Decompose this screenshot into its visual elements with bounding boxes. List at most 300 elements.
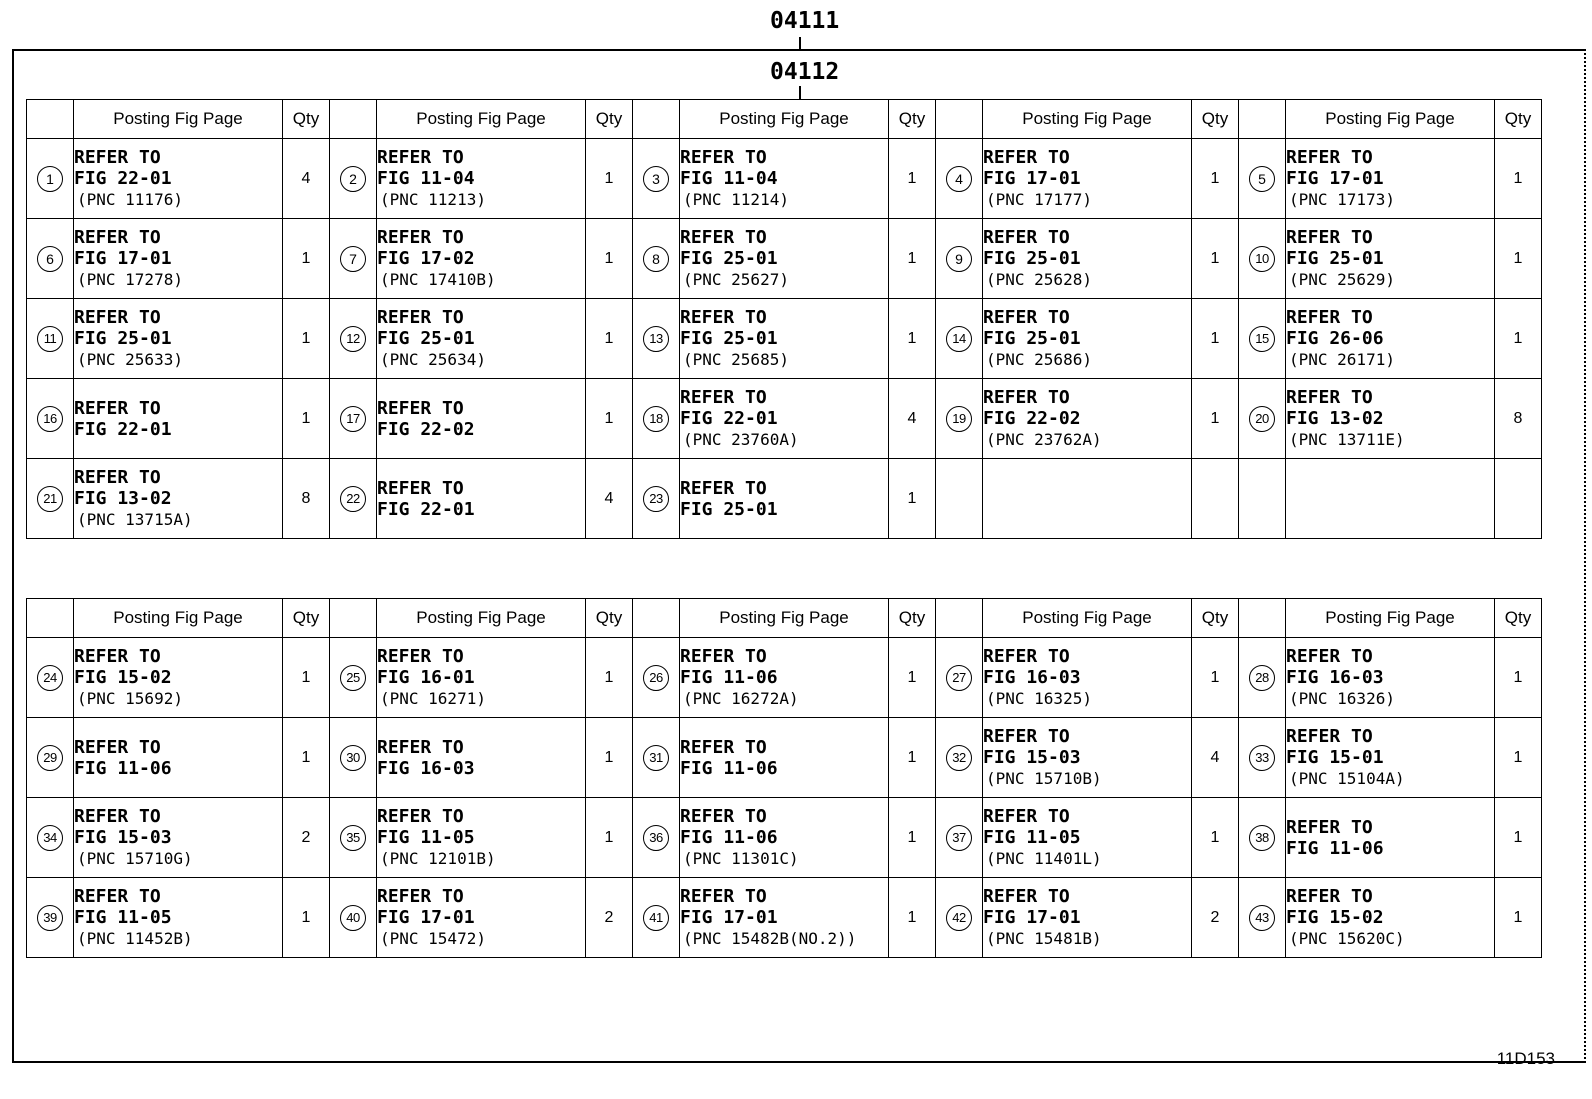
item-number-cell — [330, 718, 377, 798]
header-number — [330, 100, 377, 139]
item-number: 17 — [340, 406, 366, 432]
quantity-cell: 1 — [1495, 718, 1542, 798]
quantity-cell: 1 — [586, 299, 633, 379]
item-number-cell — [27, 299, 74, 379]
posting-cell — [1286, 878, 1495, 958]
item-number-cell — [1239, 798, 1286, 878]
pnc-reference: (PNC 15620C) — [1289, 929, 1405, 948]
posting-cell — [680, 139, 889, 219]
item-number-cell — [936, 459, 983, 539]
fig-reference: FIG 15-02 — [1286, 907, 1384, 928]
fig-reference: FIG 11-05 — [377, 827, 475, 848]
drawing-code: 11D153 — [1496, 1049, 1555, 1068]
pnc-reference: (PNC 13715A) — [77, 510, 193, 529]
item-number-cell — [27, 379, 74, 459]
item-number-cell — [27, 219, 74, 299]
child-part-label: 04112 — [770, 59, 840, 85]
item-number: 19 — [946, 406, 972, 432]
refer-to-text: REFER TO — [74, 806, 161, 827]
posting-cell — [377, 459, 586, 539]
item-number-cell — [330, 798, 377, 878]
quantity-cell: 2 — [586, 878, 633, 958]
quantity-cell: 1 — [586, 638, 633, 718]
item-number: 13 — [643, 326, 669, 352]
header-qty: Qty — [889, 599, 936, 638]
pnc-reference: (PNC 15104A) — [1289, 769, 1405, 788]
quantity-cell: 1 — [586, 718, 633, 798]
quantity-cell: 4 — [1192, 718, 1239, 798]
fig-reference: FIG 17-01 — [983, 168, 1081, 189]
refer-to-text: REFER TO — [680, 646, 767, 667]
pnc-reference: (PNC 16272A) — [683, 689, 799, 708]
fig-reference: FIG 15-03 — [74, 827, 172, 848]
item-number: 26 — [643, 665, 669, 691]
pnc-reference: (PNC 15472) — [380, 929, 486, 948]
pnc-reference: (PNC 11213) — [380, 190, 486, 209]
item-number: 24 — [37, 665, 63, 691]
refer-to-text: REFER TO — [680, 886, 767, 907]
posting-cell — [1286, 459, 1495, 539]
pnc-reference: (PNC 17173) — [1289, 190, 1395, 209]
quantity-cell: 1 — [586, 379, 633, 459]
fig-reference: FIG 22-01 — [680, 408, 778, 429]
table-row — [27, 718, 1542, 798]
refer-to-text: REFER TO — [377, 886, 464, 907]
quantity-cell: 1 — [889, 139, 936, 219]
quantity-cell: 1 — [889, 798, 936, 878]
refer-to-text: REFER TO — [680, 307, 767, 328]
header-number — [936, 100, 983, 139]
posting-cell — [983, 299, 1192, 379]
item-number-cell — [330, 638, 377, 718]
refer-to-text: REFER TO — [1286, 147, 1373, 168]
posting-cell — [680, 798, 889, 878]
pnc-reference: (PNC 11301C) — [683, 849, 799, 868]
posting-cell — [377, 299, 586, 379]
item-number-cell — [1239, 718, 1286, 798]
item-number-cell — [1239, 299, 1286, 379]
item-number: 37 — [946, 825, 972, 851]
pnc-reference: (PNC 23762A) — [986, 430, 1102, 449]
pnc-reference: (PNC 25686) — [986, 350, 1092, 369]
item-number-cell — [936, 878, 983, 958]
header-qty: Qty — [586, 100, 633, 139]
header-posting: Posting Fig Page — [680, 599, 889, 638]
quantity-cell: 1 — [586, 219, 633, 299]
refer-to-text: REFER TO — [680, 477, 767, 499]
refer-to-text: REFER TO — [74, 736, 161, 758]
posting-cell — [377, 638, 586, 718]
item-number-cell — [330, 219, 377, 299]
item-number: 4 — [946, 166, 972, 192]
header-number — [936, 599, 983, 638]
pnc-reference: (PNC 25634) — [380, 350, 486, 369]
item-number-cell — [27, 718, 74, 798]
item-number-cell — [27, 139, 74, 219]
posting-cell — [1286, 139, 1495, 219]
posting-cell — [1286, 798, 1495, 878]
item-number-cell — [1239, 459, 1286, 539]
header-posting: Posting Fig Page — [377, 100, 586, 139]
quantity-cell: 2 — [1192, 878, 1239, 958]
quantity-cell: 1 — [586, 139, 633, 219]
header-qty: Qty — [586, 599, 633, 638]
posting-cell — [680, 718, 889, 798]
pnc-reference: (PNC 12101B) — [380, 849, 496, 868]
quantity-cell: 1 — [283, 219, 330, 299]
posting-cell — [1286, 718, 1495, 798]
fig-reference: FIG 11-04 — [680, 168, 778, 189]
header-qty: Qty — [1495, 100, 1542, 139]
pnc-reference: (PNC 16325) — [986, 689, 1092, 708]
posting-cell — [74, 718, 283, 798]
refer-to-text: REFER TO — [377, 736, 464, 758]
pnc-reference: (PNC 15482B(NO.2)) — [683, 929, 857, 948]
posting-cell — [377, 878, 586, 958]
pnc-reference: (PNC 17177) — [986, 190, 1092, 209]
pnc-reference: (PNC 23760A) — [683, 430, 799, 449]
quantity-cell: 4 — [283, 139, 330, 219]
fig-reference: FIG 25-01 — [680, 248, 778, 269]
item-number-cell — [633, 718, 680, 798]
item-number-cell — [936, 638, 983, 718]
item-number-cell — [1239, 638, 1286, 718]
item-number: 31 — [643, 745, 669, 771]
posting-cell — [377, 139, 586, 219]
item-number: 11 — [37, 326, 63, 352]
header-row — [27, 100, 1542, 139]
header-qty: Qty — [1192, 100, 1239, 139]
pnc-reference: (PNC 25627) — [683, 270, 789, 289]
pnc-reference: (PNC 17278) — [77, 270, 183, 289]
pnc-reference: (PNC 13711E) — [1289, 430, 1405, 449]
quantity-cell: 1 — [283, 878, 330, 958]
item-number: 1 — [37, 166, 63, 192]
header-number — [330, 599, 377, 638]
posting-cell — [680, 299, 889, 379]
fig-reference: FIG 15-02 — [74, 667, 172, 688]
item-number-cell — [633, 459, 680, 539]
fig-reference: FIG 11-06 — [74, 757, 172, 779]
header-qty: Qty — [283, 599, 330, 638]
posting-cell — [377, 219, 586, 299]
quantity-cell: 4 — [889, 379, 936, 459]
leader-line — [799, 86, 801, 99]
item-number-cell — [1239, 219, 1286, 299]
fig-reference: FIG 22-02 — [377, 418, 475, 440]
refer-to-text: REFER TO — [74, 147, 161, 168]
item-number: 18 — [643, 406, 669, 432]
refer-to-text: REFER TO — [1286, 307, 1373, 328]
pnc-reference: (PNC 15481B) — [986, 929, 1102, 948]
pnc-reference: (PNC 16271) — [380, 689, 486, 708]
posting-cell — [74, 219, 283, 299]
refer-to-text: REFER TO — [377, 147, 464, 168]
quantity-cell: 1 — [1192, 379, 1239, 459]
fig-reference: FIG 17-01 — [680, 907, 778, 928]
fig-reference: FIG 25-01 — [983, 328, 1081, 349]
refer-to-text: REFER TO — [983, 387, 1070, 408]
item-number-cell — [330, 878, 377, 958]
item-number-cell — [633, 638, 680, 718]
item-number: 14 — [946, 326, 972, 352]
quantity-cell: 1 — [1192, 219, 1239, 299]
item-number: 38 — [1249, 825, 1275, 851]
item-number-cell — [633, 878, 680, 958]
posting-cell — [1286, 219, 1495, 299]
refer-to-text: REFER TO — [1286, 726, 1373, 747]
item-number-cell — [936, 718, 983, 798]
posting-cell — [983, 638, 1192, 718]
posting-cell — [377, 798, 586, 878]
posting-cell — [680, 878, 889, 958]
fig-reference: FIG 25-01 — [680, 328, 778, 349]
fig-reference: FIG 22-02 — [983, 408, 1081, 429]
refer-to-text: REFER TO — [74, 646, 161, 667]
pnc-reference: (PNC 11452B) — [77, 929, 193, 948]
posting-cell — [377, 718, 586, 798]
item-number: 23 — [643, 486, 669, 512]
fig-reference: FIG 17-01 — [377, 907, 475, 928]
header-posting: Posting Fig Page — [74, 599, 283, 638]
header-posting: Posting Fig Page — [377, 599, 586, 638]
posting-cell — [1286, 638, 1495, 718]
refer-to-text: REFER TO — [680, 227, 767, 248]
pnc-reference: (PNC 16326) — [1289, 689, 1395, 708]
refer-to-text: REFER TO — [983, 726, 1070, 747]
refer-to-text: REFER TO — [680, 387, 767, 408]
item-number: 35 — [340, 825, 366, 851]
fig-reference: FIG 13-02 — [1286, 408, 1384, 429]
posting-cell — [983, 139, 1192, 219]
item-number-cell — [27, 798, 74, 878]
fig-reference: FIG 11-04 — [377, 168, 475, 189]
refer-to-text: REFER TO — [1286, 886, 1373, 907]
refer-to-text: REFER TO — [74, 467, 161, 488]
parts-table-1 — [26, 99, 1542, 539]
header-number — [27, 599, 74, 638]
fig-reference: FIG 25-01 — [983, 248, 1081, 269]
quantity-cell: 1 — [283, 638, 330, 718]
fig-reference: FIG 26-06 — [1286, 328, 1384, 349]
quantity-cell: 1 — [1495, 299, 1542, 379]
quantity-cell: 1 — [1192, 638, 1239, 718]
quantity-cell: 1 — [283, 379, 330, 459]
item-number: 7 — [340, 246, 366, 272]
table-row — [27, 878, 1542, 958]
item-number-cell — [633, 798, 680, 878]
fig-reference: FIG 22-01 — [74, 168, 172, 189]
posting-cell — [983, 798, 1192, 878]
table-row — [27, 379, 1542, 459]
refer-to-text: REFER TO — [377, 227, 464, 248]
item-number-cell — [330, 459, 377, 539]
table-row — [27, 459, 1542, 539]
refer-to-text: REFER TO — [680, 806, 767, 827]
refer-to-text: REFER TO — [983, 227, 1070, 248]
item-number: 42 — [946, 905, 972, 931]
refer-to-text: REFER TO — [377, 806, 464, 827]
fig-reference: FIG 11-05 — [74, 907, 172, 928]
quantity-cell: 1 — [889, 718, 936, 798]
quantity-cell: 1 — [283, 718, 330, 798]
quantity-cell: 1 — [889, 219, 936, 299]
posting-cell — [983, 379, 1192, 459]
posting-cell — [74, 379, 283, 459]
pnc-reference: (PNC 15692) — [77, 689, 183, 708]
quantity-cell: 1 — [1495, 798, 1542, 878]
item-number: 22 — [340, 486, 366, 512]
quantity-cell: 8 — [283, 459, 330, 539]
item-number: 25 — [340, 665, 366, 691]
quantity-cell: 1 — [1495, 878, 1542, 958]
header-qty: Qty — [889, 100, 936, 139]
item-number: 12 — [340, 326, 366, 352]
refer-to-text: REFER TO — [983, 646, 1070, 667]
item-number: 27 — [946, 665, 972, 691]
parts-table-2 — [26, 598, 1542, 958]
quantity-cell: 1 — [889, 299, 936, 379]
item-number: 41 — [643, 905, 669, 931]
pnc-reference: (PNC 11401L) — [986, 849, 1102, 868]
item-number-cell — [1239, 379, 1286, 459]
item-number: 28 — [1249, 665, 1275, 691]
fig-reference: FIG 22-01 — [377, 498, 475, 520]
item-number: 29 — [37, 745, 63, 771]
refer-to-text: REFER TO — [983, 307, 1070, 328]
fig-reference: FIG 17-02 — [377, 248, 475, 269]
header-posting: Posting Fig Page — [983, 599, 1192, 638]
fig-reference: FIG 22-01 — [74, 418, 172, 440]
header-posting: Posting Fig Page — [983, 100, 1192, 139]
leader-line — [799, 37, 801, 49]
item-number: 34 — [37, 825, 63, 851]
pnc-reference: (PNC 11176) — [77, 190, 183, 209]
refer-to-text: REFER TO — [983, 806, 1070, 827]
pnc-reference: (PNC 15710B) — [986, 769, 1102, 788]
refer-to-text: REFER TO — [680, 147, 767, 168]
quantity-cell: 1 — [889, 638, 936, 718]
item-number: 6 — [37, 246, 63, 272]
item-number: 33 — [1249, 745, 1275, 771]
posting-cell — [74, 139, 283, 219]
item-number-cell — [27, 878, 74, 958]
posting-cell — [74, 299, 283, 379]
item-number: 9 — [946, 246, 972, 272]
item-number-cell — [330, 139, 377, 219]
header-qty: Qty — [283, 100, 330, 139]
refer-to-text: REFER TO — [1286, 227, 1373, 248]
quantity-cell: 1 — [889, 878, 936, 958]
posting-cell — [74, 638, 283, 718]
item-number-cell — [330, 299, 377, 379]
item-number-cell — [27, 638, 74, 718]
item-number: 10 — [1249, 246, 1275, 272]
item-number-cell — [936, 798, 983, 878]
refer-to-text: REFER TO — [74, 227, 161, 248]
pnc-reference: (PNC 17410B) — [380, 270, 496, 289]
header-number — [1239, 599, 1286, 638]
posting-cell — [680, 379, 889, 459]
pnc-reference: (PNC 25629) — [1289, 270, 1395, 289]
fig-reference: FIG 25-01 — [377, 328, 475, 349]
item-number: 8 — [643, 246, 669, 272]
pnc-reference: (PNC 25685) — [683, 350, 789, 369]
item-number: 16 — [37, 406, 63, 432]
header-qty: Qty — [1495, 599, 1542, 638]
item-number-cell — [633, 219, 680, 299]
header-posting: Posting Fig Page — [74, 100, 283, 139]
posting-cell — [680, 219, 889, 299]
fig-reference: FIG 16-03 — [377, 757, 475, 779]
quantity-cell: 1 — [889, 459, 936, 539]
posting-cell — [983, 459, 1192, 539]
fig-reference: FIG 13-02 — [74, 488, 172, 509]
item-number: 20 — [1249, 406, 1275, 432]
quantity-cell: 2 — [283, 798, 330, 878]
pnc-reference: (PNC 15710G) — [77, 849, 193, 868]
item-number: 39 — [37, 905, 63, 931]
table-row — [27, 299, 1542, 379]
fig-reference: FIG 11-06 — [1286, 837, 1384, 859]
item-number-cell — [1239, 878, 1286, 958]
refer-to-text: REFER TO — [74, 307, 161, 328]
header-number — [27, 100, 74, 139]
refer-to-text: REFER TO — [377, 397, 464, 419]
fig-reference: FIG 11-06 — [680, 667, 778, 688]
quantity-cell: 1 — [1495, 139, 1542, 219]
header-posting: Posting Fig Page — [1286, 100, 1495, 139]
header-number — [1239, 100, 1286, 139]
refer-to-text: REFER TO — [1286, 816, 1373, 838]
item-number-cell — [633, 299, 680, 379]
item-number-cell — [633, 379, 680, 459]
item-number: 15 — [1249, 326, 1275, 352]
item-number-cell — [27, 459, 74, 539]
refer-to-text: REFER TO — [377, 477, 464, 499]
item-number-cell — [936, 379, 983, 459]
quantity-cell: 1 — [1495, 638, 1542, 718]
header-qty: Qty — [1192, 599, 1239, 638]
refer-to-text: REFER TO — [377, 646, 464, 667]
item-number-cell — [936, 139, 983, 219]
fig-reference: FIG 11-06 — [680, 827, 778, 848]
posting-cell — [983, 878, 1192, 958]
posting-cell — [74, 798, 283, 878]
pnc-reference: (PNC 11214) — [683, 190, 789, 209]
item-number: 32 — [946, 745, 972, 771]
quantity-cell: 1 — [283, 299, 330, 379]
item-number: 36 — [643, 825, 669, 851]
posting-cell — [74, 459, 283, 539]
quantity-cell: 1 — [586, 798, 633, 878]
header-posting: Posting Fig Page — [680, 100, 889, 139]
refer-to-text: REFER TO — [983, 886, 1070, 907]
table-row — [27, 219, 1542, 299]
item-number-cell — [1239, 139, 1286, 219]
header-number — [633, 100, 680, 139]
refer-to-text: REFER TO — [377, 307, 464, 328]
table-row — [27, 139, 1542, 219]
item-number-cell — [936, 219, 983, 299]
posting-cell — [1286, 379, 1495, 459]
item-number: 21 — [37, 486, 63, 512]
pnc-reference: (PNC 25633) — [77, 350, 183, 369]
fig-reference: FIG 17-01 — [983, 907, 1081, 928]
fig-reference: FIG 17-01 — [74, 248, 172, 269]
item-number: 30 — [340, 745, 366, 771]
posting-cell — [983, 718, 1192, 798]
